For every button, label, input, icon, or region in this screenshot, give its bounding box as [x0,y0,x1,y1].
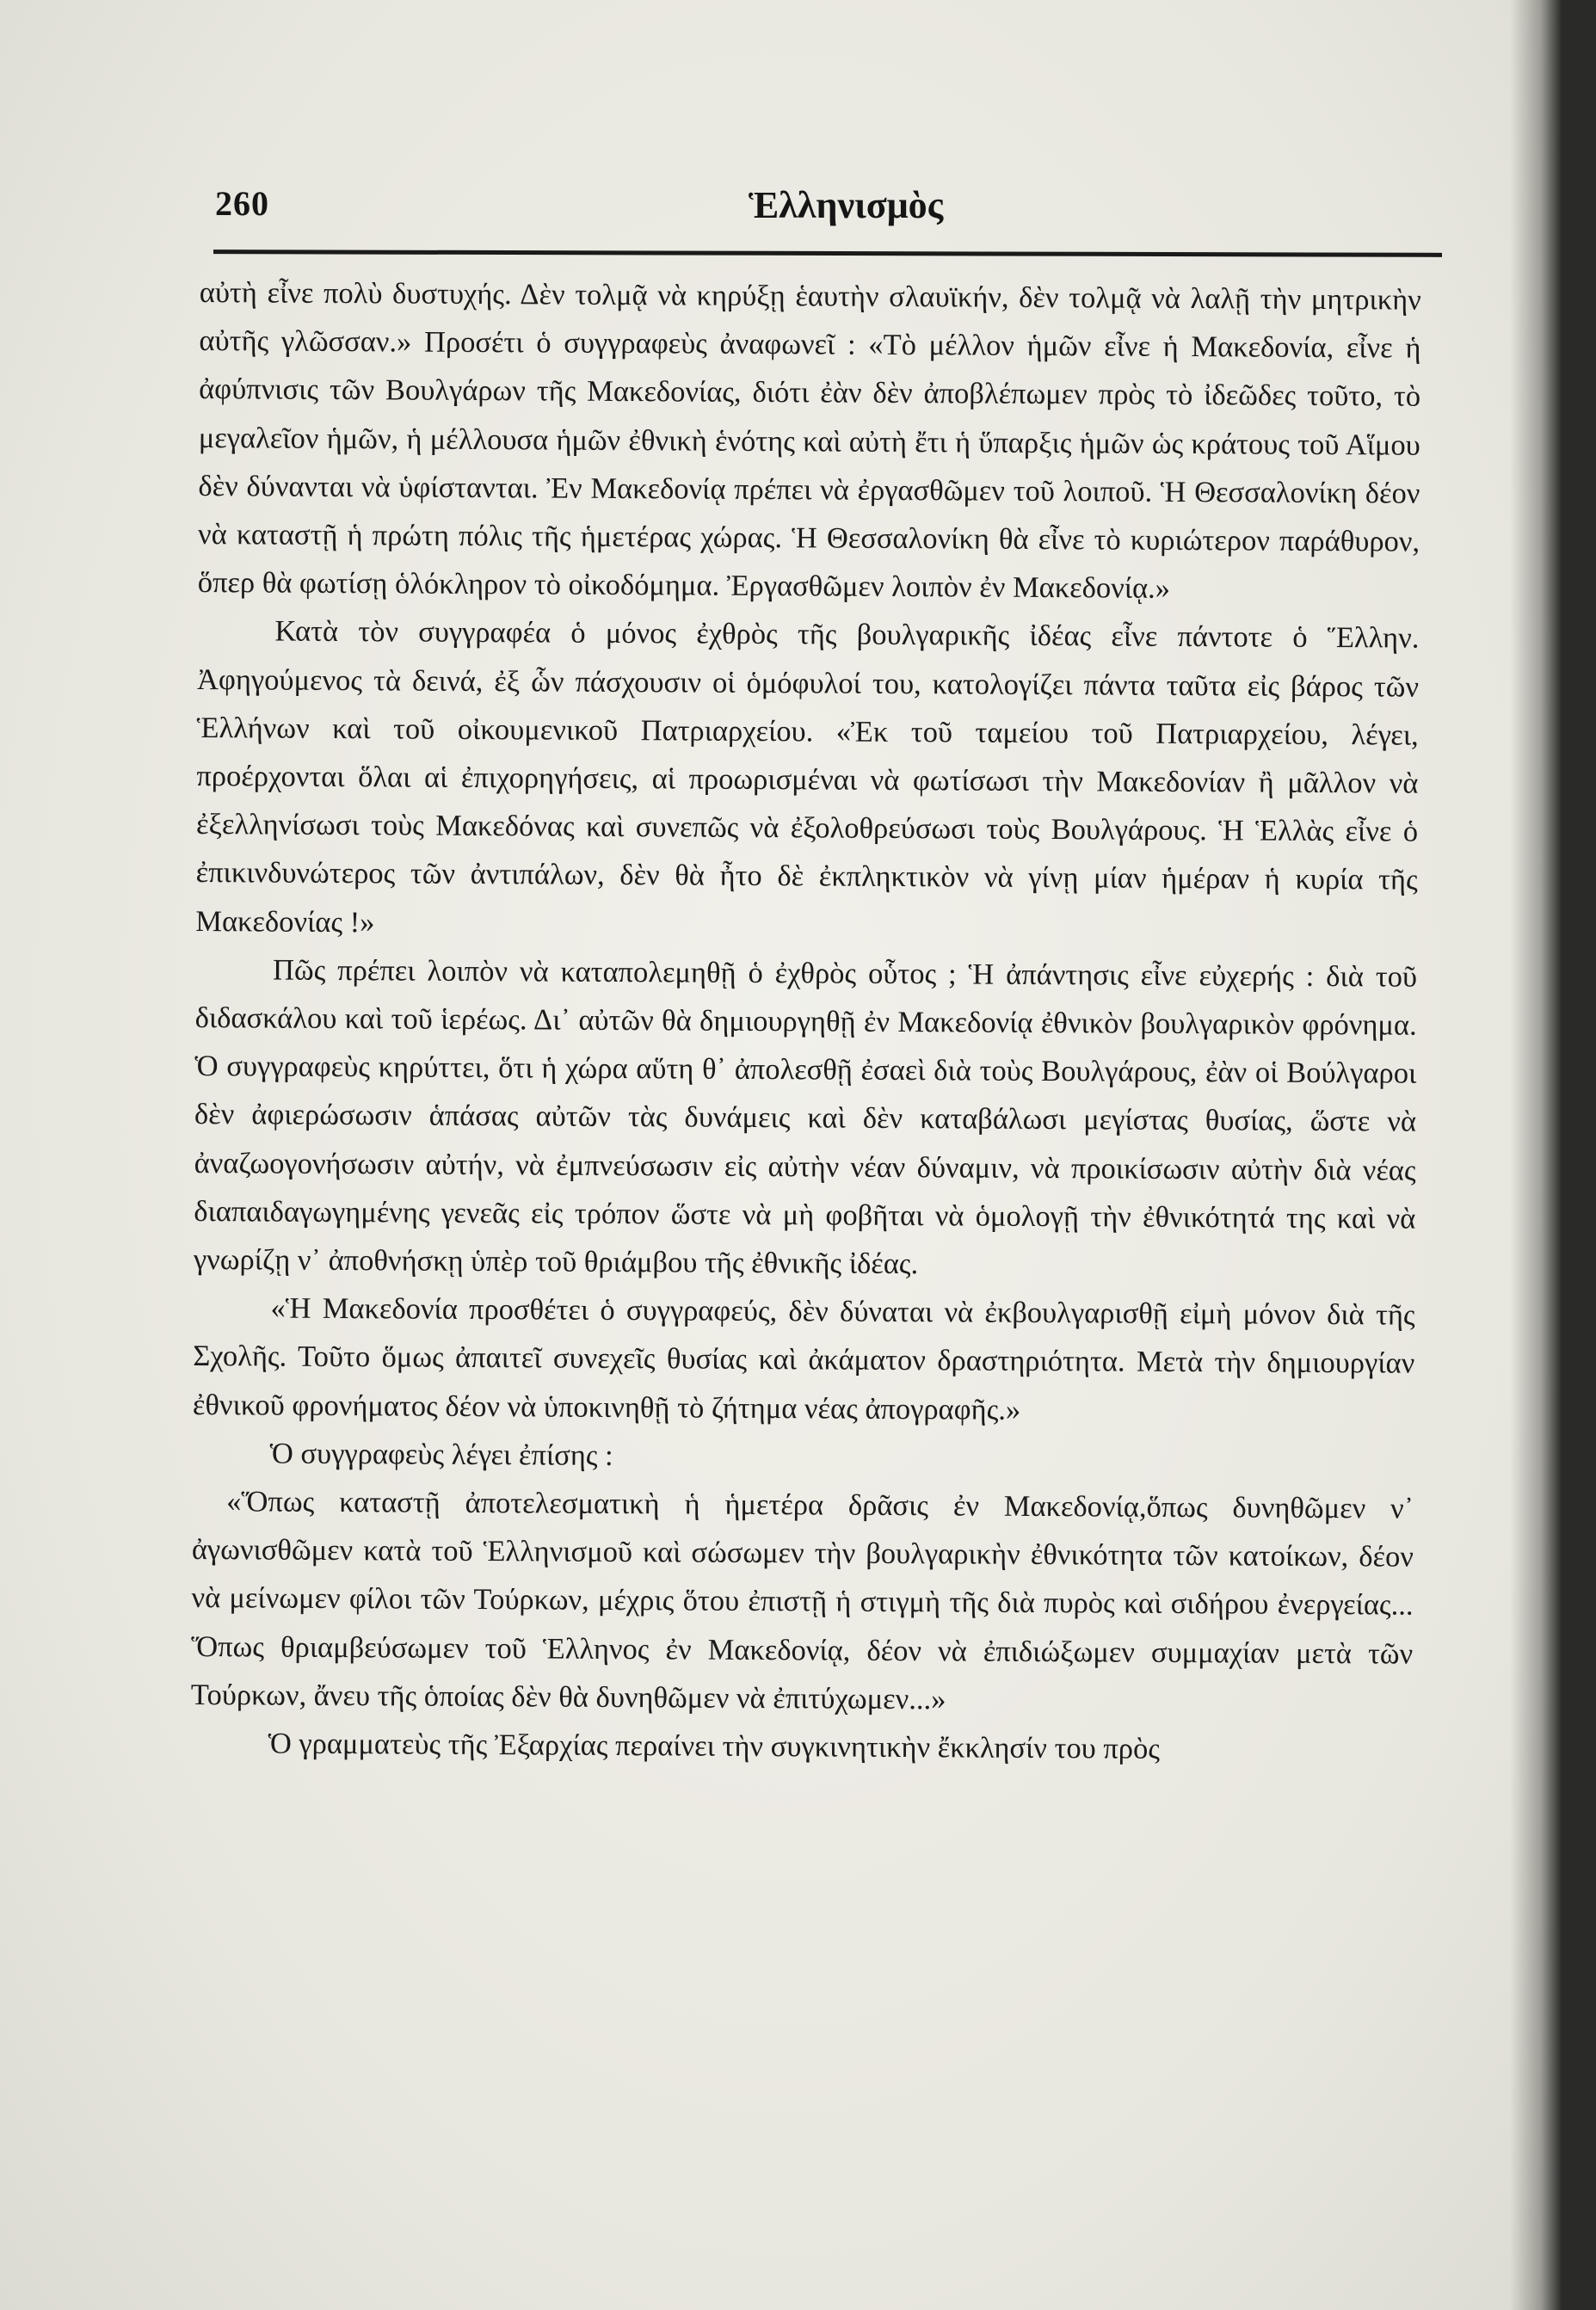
page-edge [1562,0,1596,2310]
header-rule [213,249,1442,257]
paragraph: Ὁ συγγραφεὺς λέγει ἐπίσης : [269,1437,613,1472]
paragraph: Κατὰ τὸν συγγραφέα ὁ μόνος ἐχθρὸς τῆς βουλγαρικῆς ἰδέας εἶνε πάντοτε ὁ Ἕλλην. Ἀφηγούμενος τὰ δεινά, ἐξ ὧν πάσχουσιν οἱ ὁμόφυλοί του, κατολογίζει πάντα ταῦτα εἰς βάρος τῶν Ἑλλήνων καὶ τοῦ οἰκουμενικοῦ Πατριαρχείου. «Ἐκ τοῦ ταμείου τοῦ Πατριαρχείου, λέγει, προέρχονται ὅλαι αἱ ἐπιχορηγήσεις, αἱ προωρισμέναι νὰ φωτίσωσι τὴν Μακεδονίαν ἢ μᾶλλον νὰ ἐξελληνίσωσι τοὺς Μακεδόνας καὶ συνεπῶς νὰ ἐξολοθρεύσωσι τοὺς Βουλγάρους. Ἡ Ἑλλὰς εἶνε ὁ ἐπικινδυνώτερος τῶν ἀντιπάλων, δὲν θὰ ἦτο δὲ ἐκπληκτικὸν νὰ γίνῃ μίαν ἡμέραν ἡ κυρία τῆς Μακεδονίας !» [195,614,1420,939]
paragraph: αὐτὴ εἶνε πολὺ δυστυχής. Δὲν τολμᾷ νὰ κηρύξῃ ἑαυτὴν σλαυϊκήν, δὲν τολμᾷ νὰ λαλῇ τὴν μητρικὴν αὐτῆς γλῶσσαν.» Προσέτι ὁ συγγραφεὺς ἀναφωνεῖ : «Τὸ μέλλον ἡμῶν εἶνε ἡ Μακεδονία, εἶνε ἡ ἀφύπνισις τῶν Βουλγάρων τῆς Μακεδονίας, διότι ἐὰν δὲν ἀποβλέπωμεν πρὸς τὸ ἰδεῶδες τοῦτο, τὸ μεγαλεῖον ἡμῶν, ἡ μέλλουσα ἡμῶν ἐθνικὴ ἑνότης καὶ αὐτὴ ἔτι ἡ ὕπαρξις ἡμῶν ὡς κράτους τοῦ Αἵμου δὲν δύνανται νὰ ὑφίστανται. Ἐν Μακεδονίᾳ πρέπει νὰ ἐργασθῶμεν τοῦ λοιποῦ. Ἡ Θεσσαλονίκη δέον νὰ καταστῇ ἡ πρώτη πόλις τῆς ἡμετέρας χώρας. Ἡ Θεσσαλονίκη θὰ εἶνε τὸ κυριώτερον παράθυρον, ὅπερ θὰ φωτίσῃ ὁλόκληρον τὸ οἰκοδόμημα. Ἐργασθῶμεν λοιπὸν ἐν Μακεδονίᾳ.» [197,275,1421,606]
page-number: 260 [215,184,269,223]
paragraph: Ὁ γραμματεὺς τῆς Ἐξαρχίας περαίνει τὴν συγκινητικὴν ἔκκλησίν του πρὸς [268,1727,1161,1765]
page-body [188,268,1421,2255]
paragraph: Πῶς πρέπει λοιπὸν νὰ καταπολεμηθῇ ὁ ἐχθρὸς οὗτος ; Ἡ ἀπάντησις εἶνε εὐχερής : διὰ τοῦ διδασκάλου καὶ τοῦ ἱερέως. Δι᾽ αὐτῶν θὰ δημιουργηθῇ ἐν Μακεδονίᾳ ἐθνικὸν βουλγαρικὸν φρόνημα. Ὁ συγγραφεὺς κηρύττει, ὅτι ἡ χώρα αὕτη θ᾽ ἀπολεσθῇ ἐσαεὶ διὰ τοὺς Βουλγάρους, ἐὰν οἱ Βούλγαροι δὲν ἀφιερώσωσιν ἁπάσας αὐτῶν τὰς δυνάμεις καὶ δὲν καταβάλωσι μεγίστας θυσίας, ὥστε νὰ ἀναζωογονήσωσιν αὐτήν, νὰ ἐμπνεύσωσιν εἰς αὐτὴν νέαν δύναμιν, νὰ προικίσωσιν αὐτὴν διὰ νέας διαπαιδαγωγημένης γενεᾶς εἰς τρόπον ὥστε νὰ μὴ φοβῆται νὰ ὁμολογῇ τὴν ἐθνικότητά της καὶ νὰ γνωρίζῃ ν᾽ ἀποθνήσκῃ ὑπὲρ τοῦ θριάμβου τῆς ἐθνικῆς ἰδέας. [193,953,1418,1281]
running-title: Ἑλληνισμὸς [749,184,944,226]
paragraph: «Ἡ Μακεδονία προσθέτει ὁ συγγραφεύς, δὲν δύναται νὰ ἐκβουλγαρισθῇ εἰμὴ μόνον διὰ τῆς Σχολῆς. Τοῦτο ὅμως ἀπαιτεῖ συνεχεῖς θυσίας καὶ ἀκάματον δραστηριότητα. Μετὰ τὴν δημιουργίαν ἐθνικοῦ φρονήματος δέον νὰ ὑποκινηθῇ τὸ ζήτημα νέας ἀπογραφῆς.» [192,1291,1415,1426]
paragraph: «Ὅπως καταστῇ ἀποτελεσματικὴ ἡ ἡμετέρα δρᾶσις ἐν Μακεδονίᾳ,ὅπως δυνηθῶμεν ν᾽ ἀγωνισθῶμεν κατὰ τοῦ Ἑλληνισμοῦ καὶ σώσωμεν τὴν βουλγαρικὴν ἐθνικότητα τῶν κατοίκων, δέον νὰ μείνωμεν φίλοι τῶν Τούρκων, μέχρις ὅτου ἐπιστῇ ἡ στιγμὴ τῆς διὰ πυρὸς καὶ σιδήρου ἐνεργείας... Ὅπως θριαμβεύσωμεν τοῦ Ἑλληνος ἐν Μακεδονίᾳ, δέον νὰ ἐπιδιώξωμεν συμμαχίαν μετὰ τῶν Τούρκων, ἄνευ τῆς ὁποίας δὲν θὰ δυνηθῶμεν νὰ ἐπιτύχωμεν...» [190,1485,1414,1716]
binding-shadow [1510,0,1562,2310]
page-header [215,176,1445,237]
